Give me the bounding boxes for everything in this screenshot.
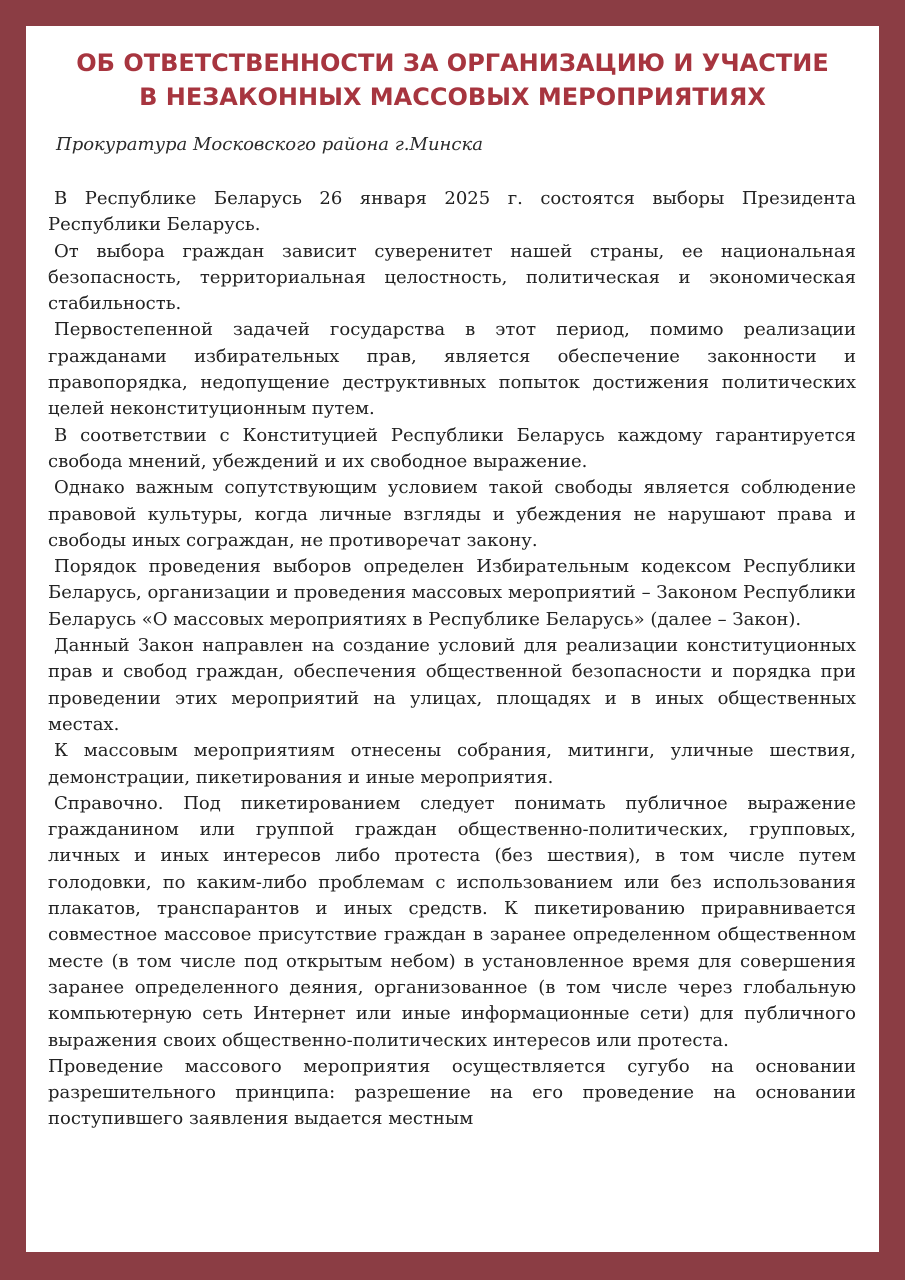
paragraph: Проведение массового мероприятия осуществляется сугубо на основании разрешительного принципа: разрешение на его проведение на основании поступившего заявления выдается местным — [48, 1055, 856, 1130]
paragraph: Однако важным сопутствующим условием такой свободы является соблюдение правовой культуры, когда личные взгляды и убеждения не нарушают права и свободы иных сограждан, не противоречат закону. — [48, 477, 856, 551]
title-line-2: В НЕЗАКОННЫХ МАССОВЫХ МЕРОПРИЯТИЯХ — [139, 83, 766, 111]
document-author: Прокуратура Московского района г.Минска — [56, 134, 483, 155]
paragraph: В соответствии с Конституцией Республики Беларусь каждому гарантируется свобода мнений, убеждений и их свободное выражение. — [48, 424, 856, 472]
paragraph: К массовым мероприятиям отнесены собрания, митинги, уличные шествия, демонстрации, пикетирования и иные мероприятия. — [48, 740, 856, 788]
paragraph: Первостепенной задачей государства в этот период, помимо реализации гражданами избирательных прав, является обеспечение законности и правопорядка, недопущение деструктивных попыток достижения политических целей неконституционным путем. — [48, 319, 856, 420]
paragraph: Данный Закон направлен на создание условий для реализации конституционных прав и свобод граждан, обеспечения общественной безопасности и порядка при проведении этих мероприятий на улицах, площадях и в иных общественных местах. — [48, 635, 856, 735]
title-line-1: ОБ ОТВЕТСТВЕННОСТИ ЗА ОРГАНИЗАЦИЮ И УЧАСТИЕ — [76, 49, 829, 77]
paragraph: От выбора граждан зависит суверенитет нашей страны, ее национальная безопасность, территориальная целостность, политическая и экономическая стабильность. — [48, 240, 856, 315]
document-body — [48, 186, 856, 1133]
document-title — [26, 46, 879, 114]
paragraph: В Республике Беларусь 26 января 2025 г. состоятся выборы Президента Республики Беларусь. — [48, 188, 856, 236]
paragraph: Справочно. Под пикетированием следует понимать публичное выражение гражданином или группой граждан общественно-политических, групповых, личных и иных интересов либо протеста (без шествия), в том числе путем голодовки, по каким-либо проблемам с использованием или без использования плакатов, транспарантов и иных средств. К пикетированию приравнивается совместное массовое присутствие граждан в заранее определенном общественном месте (в том числе под открытым небом) в установленное время для совершения заранее определенного деяния, организованное (в том числе через глобальную компьютерную сеть Интернет или иные информационные сети) для публичного выражения своих общественно-политических интересов или протеста. — [48, 792, 856, 1051]
paragraph: Порядок проведения выборов определен Избирательным кодексом Республики Беларусь, организации и проведения массовых мероприятий – Законом Республики Беларусь «О массовых мероприятиях в Республике Беларусь» (далее – Закон). — [48, 556, 856, 630]
document-page — [26, 26, 879, 1252]
